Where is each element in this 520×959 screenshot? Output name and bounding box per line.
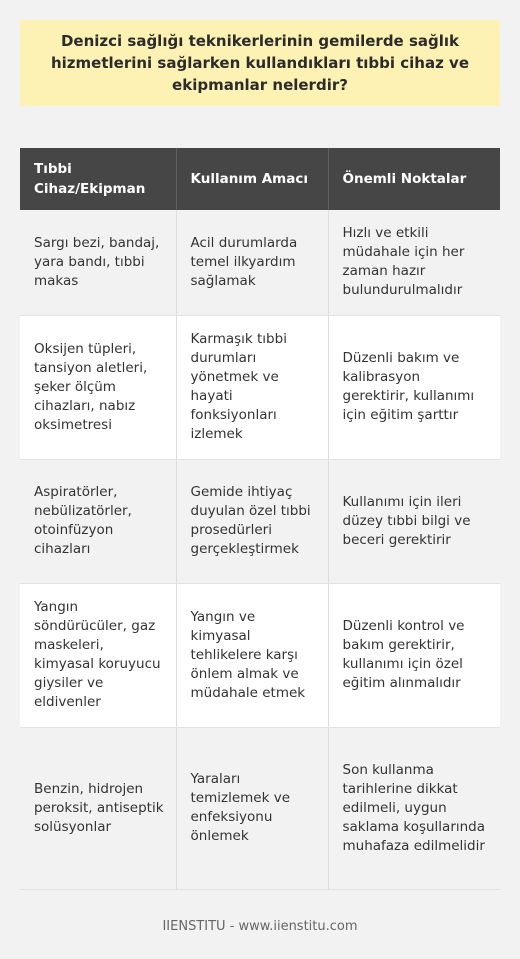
- table-row: [20, 210, 500, 315]
- cell-notes: Düzenli bakım ve kalibrasyon gerektirir, kullanımı için eğitim şarttır: [328, 315, 500, 459]
- table-row: [20, 315, 500, 459]
- footer-credit: [0, 919, 520, 934]
- cell-purpose: Gemide ihtiyaç duyulan özel tıbbi prosedürleri gerçekleştirmek: [176, 459, 328, 583]
- cell-equipment: Aspiratörler, nebülizatörler, otoinfüzyon cihazları: [20, 459, 176, 583]
- equipment-table: [20, 148, 500, 890]
- table-header-row: [20, 148, 500, 210]
- question-banner: [20, 20, 500, 106]
- footer-text: IIENSTITU - www.iienstitu.com: [162, 919, 358, 934]
- cell-equipment: Benzin, hidrojen peroksit, antiseptik solüsyonlar: [20, 727, 176, 889]
- cell-notes: Kullanımı için ileri düzey tıbbi bilgi ve beceri gerektirir: [328, 459, 500, 583]
- column-header-notes: Önemli Noktalar: [328, 148, 500, 210]
- cell-purpose: Yangın ve kimyasal tehlikelere karşı önlem almak ve müdahale etmek: [176, 583, 328, 727]
- column-header-purpose: Kullanım Amacı: [176, 148, 328, 210]
- cell-notes: Düzenli kontrol ve bakım gerektirir, kullanımı için özel eğitim alınmalıdır: [328, 583, 500, 727]
- cell-purpose: Yaraları temizlemek ve enfeksiyonu önlemek: [176, 727, 328, 889]
- cell-equipment: Yangın söndürücüler, gaz maskeleri, kimyasal koruyucu giysiler ve eldivenler: [20, 583, 176, 727]
- cell-notes: Son kullanma tarihlerine dikkat edilmeli, uygun saklama koşullarında muhafaza edilmelidir: [328, 727, 500, 889]
- column-header-equipment: Tıbbi Cihaz/Ekipman: [20, 148, 176, 210]
- cell-equipment: Sargı bezi, bandaj, yara bandı, tıbbi makas: [20, 210, 176, 315]
- table-row: [20, 459, 500, 583]
- question-text: Denizci sağlığı teknikerlerinin gemilerde sağlık hizmetlerini sağlarken kullandıkları tıbbi cihaz ve ekipmanlar nelerdir?: [50, 32, 470, 94]
- cell-purpose: Acil durumlarda temel ilkyardım sağlamak: [176, 210, 328, 315]
- table-row: [20, 727, 500, 889]
- cell-equipment: Oksijen tüpleri, tansiyon aletleri, şeker ölçüm cihazları, nabız oksimetresi: [20, 315, 176, 459]
- cell-purpose: Karmaşık tıbbi durumları yönetmek ve hayati fonksiyonları izlemek: [176, 315, 328, 459]
- table-row: [20, 583, 500, 727]
- cell-notes: Hızlı ve etkili müdahale için her zaman hazır bulundurulmalıdır: [328, 210, 500, 315]
